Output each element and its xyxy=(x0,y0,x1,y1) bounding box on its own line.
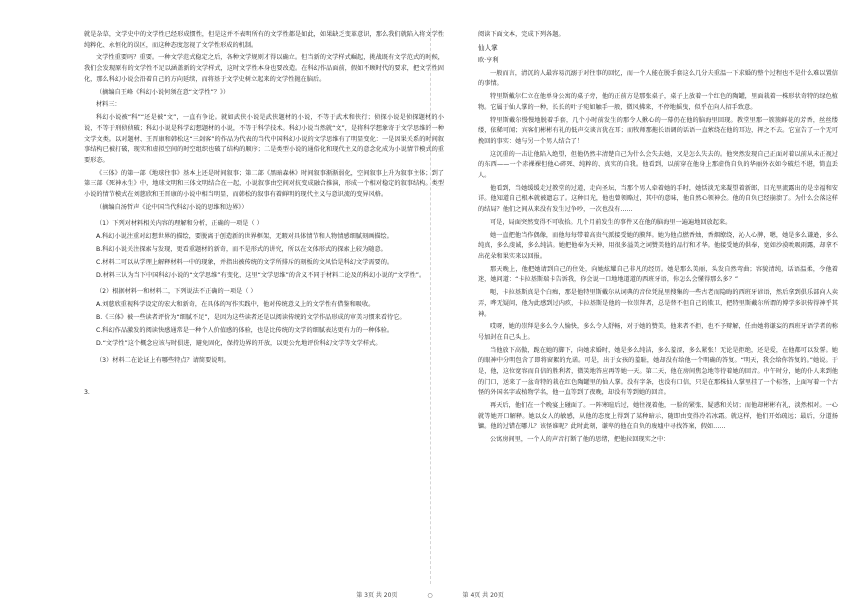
paragraph: 特里斯戴尔仁立在他单身公寓的桌子旁，他的正前方是那张桌子，桌子上放着一个红色的陶罐，里面栽着一株形状奇特的绿色植物。它属于仙人掌的一种，长长的叶子宛如触手一般，微风拂来，不停地摇曳，似乎在向人招手致意。 xyxy=(478,93,838,111)
paragraph: 他看到，当她缓缓走过教堂的过道，走向圣坛，当那个男人牵着她的手时，她恬淡无来凝望着新郎，目光里流露出的是幸福和安详。他知道自己根本就被遗忘了。这种目光，他也曾领略过，其中的意味，他自然心领神会。他的自负已经崩溃了。为什么会落这样的结局？他们之间从来没有发生过争吵，一次也没有…… xyxy=(478,184,838,213)
page-number-right: 第 4页 共 20页 xyxy=(462,592,504,599)
question-1-option-b: B.科幻小说关注探索与发现，更看重题材的新奇，而不是形式的讲究，所以在文体形式的探索上较为随意。 xyxy=(96,246,387,254)
material-heading: 材料三： xyxy=(96,101,121,109)
story-title: 仙人掌 xyxy=(478,43,498,52)
paragraph: 可是，局面突然变得不可收拾。几个月前发生的事件又在他的脑海里一遍遍地回放起来。 xyxy=(490,218,732,226)
source-note: （摘编自王峰《科幻小说何须在意“文学性”？》） xyxy=(96,88,230,96)
question-1-option-a: A.科幻小说注重对幻想世界的描绘，要脱离于创造新的世界框架，无暇对具体情节和人物情感细腻刻画描绘。 xyxy=(96,233,393,241)
paragraph: 再天后，他们在一个晚宴上碰面了。一阵寒暄后过，她往视着他，一脸的紧张、疑惑和关切；而他却彬彬有礼，淡然相对。一心就等她开口解释。她以女人的敏感，从他的态度上得到了某种暗示，随即由变得冷若冰霜。就这样，他们开始疏远；最后，分道扬镳。他的过错在哪儿？该怪谁呢？此时此刻，谦卑的他在自负的废墟中寻找答案，假如…… xyxy=(478,402,838,431)
paragraph: 文学性重要吗？重要。一种文学范式稳定之后，各种文学规则才得以确立。但当新的文学样式崛起，挑战既有文学范式的时候，我们会发现原有的文学性不足以涵盖新的文学样式，这时文学性本身也要改造。在科幻作品面前，假如不顾时代的要求，把文学性固化，那么科幻小说会沿着自己的方向延续，而将基于文学史树立起来的文学性抛在脑后。 xyxy=(84,54,444,83)
source-note: （摘编自汤哲声《论中国当代科幻小说的思维和边界》） xyxy=(96,203,248,211)
question-2-option-b: B.《三体》被一些读者评价为“细腻不足”，是因为这些读者还是以阅读传统的文学作品形成的审美习惯来看待它。 xyxy=(96,314,406,322)
story-author: 欧·亨利 xyxy=(478,56,499,64)
paragraph: 特里斯戴尔慢慢地脱着手套，几个小时前发生的那令人揪心的一幕仍在他的脑海里回现。教堂里那一簇簇鲜花的芳香，丝丝缕缕，依稀可闻；宾客们彬彬有礼的低声交谈言犹在耳；而牧师那拖长语调的话语一直萦绕在他的耳边，挥之不去。它宣告了一个无可挽回的事实：她与另一个男人结合了！ xyxy=(478,116,838,145)
paragraph: 哎呀，她的崇拜是多么令人愉快，多么令人舒畅，对于她的赞美，他来者不拒，也不予辩解，任由她将谦妄的西班牙语学者的称号加封在自己头上。 xyxy=(478,323,838,341)
paragraph: 一般而言，清沉的人最容易沉溺于对往事的回忆，而一个人能在脱手套这么几分夫重温一下求婚的整个过程也不是什么难以置信的事情。 xyxy=(478,69,838,88)
paragraph: 当他放下高傲，跪在她的脚下，向她求婚时，她是多么纯洁，多么羞涩，多么紧张！无论是拒绝，还是爱，在他都可以发誓。她的眼神中分明包含了即将窗絮的允诺。可是，出于女孩的羞耻，她却没有给他一个明确的答复。“明天，我会给你答复的。”她说。于是，他，这位宽容而自信的胜利者，微笑地答应再等她一天。第二天，他在房间焦急地等待着她的回音。中午时分，她的仆人来到他的门口，送来了一盆奇特的栽在红色陶罐里的仙人掌。没有字条，也没有口信，只是在那株仙人掌里挂了一个标签，上面写着一个古怪的外国名字或植物学名，他一直等到了夜晚，却没有等到她的回音。 xyxy=(478,346,838,397)
question-2-stem: （2）根据材料一和材料二，下列说法不正确的一项是（ ） xyxy=(96,288,257,296)
page-number-left: 第 3页 共 20页 xyxy=(356,592,398,599)
question-2-option-d: D.“文学性”这个概念应该与时俱进，避免固化，保持边界的开放，以更公允地评价科幻文学等文学样式。 xyxy=(96,340,382,347)
question-2-option-a: A.刘慈欣重视科学设定的宏大和新奇，在具体的写作实践中，他对传统意义上的文学性有借鉴和吸收。 xyxy=(96,301,375,309)
paragraph: 那天晚上，他把她请到自己的住处，向她炫耀自己非凡的经历。她是那么美丽，头发自然弯曲；容貌清纯，话语温柔，令他着迷，她问道：“卡拉基斯瑞卡告诉我，你会说一口地地道道的西班牙语，你怎么会懂得那么多？” xyxy=(478,265,838,284)
paragraph: 科幻小说被“科”“还是被“文”，一直有争论。就如武侠小说是武侠题材的小说，不等于武术和侠行；侦探小说是侦探题材的小说，不等于刑侦侦破；科幻小说是科学幻想题材的小说，不等于科学技术。科幻小说当然就“文”，是将科学想象寄于文学思维的一种文学文类。以对题材、王晋康和韩松这“三剑客”的作品为代表的当代中国科幻小说的文学思维有了明显变化：一是因果关系的时间叙事结构已被打破，现实和虚拟空间的时空组织也破了结构的顺序；二是类型小说的通俗化和现代主义的意念化成为小说情节模式的重要形态。 xyxy=(84,114,444,164)
reading-lead: 阅读下面文本，完成下列各题。 xyxy=(478,31,565,38)
column-divider xyxy=(430,28,431,584)
paragraph: 这沉重的一击让他陷入绝望，但他仍然丰清楚自己为什么会失去她，又是怎么失去的。他突然发现自己正面对着以前从未正视过的东西——一个赤裸裸但他心碎死、纯粹的、真实的自我。他看到，以前穿在他身上那虚伪自负的华丽外衣如今破烂不堪，简直丢人。 xyxy=(478,150,838,179)
center-marker: ○ xyxy=(427,592,433,599)
left-column xyxy=(84,30,444,401)
paragraph: 公寓房间里，一个人的声音打断了他的思绪，把他拉回现实之中： xyxy=(490,436,670,444)
question-3-stem: （3）材料二在论证上有哪些特点？请简要说明。 xyxy=(96,356,230,364)
question-number: 3. xyxy=(84,389,90,397)
question-1-stem: （1）下列对材料相关内容的理解和分析，正确的一项是（ ） xyxy=(96,220,263,228)
paragraph: 她一直把他当作偶像，而他每每带着高贵气派接受她的膜拜。她为他点燃香烛，香烟缭绕，沁人心脾，嗯，她是多么谦逊，多么纯真，多么虔诚，多么纯洁。她把他奉为天神，用很多溢美之词赞美他的品行和才华。他接受她的供奉，宽如沙漠吮吸雨露，却拿不出花朵和果实来以回报。 xyxy=(478,231,838,260)
page-footer xyxy=(0,590,860,599)
right-column xyxy=(478,30,838,448)
paragraph: 《三体》的第一部《地球往事》基本上还是时间叙事；第二部《黑暗森林》时间叙事渐渐弱化，空间叙事上升为叙事主体；到了第三部《死神永生》中，地球文明和三体文明结合在一起，小说叙事由空间对抗变成融合推演，形成一个相对稳定的叙事结构。类型小说的情节模式在刘慈欣和王晋康的小说中相当明显，而韩松的叙事有着鲜明的现代主义与意识流的变异风格。 xyxy=(84,169,444,198)
question-1-option-c: C.材料二可以从学理上解释材料一中的现象，并指出被传统的文学所排斥的刻板的文风恰是科幻文学需要的。 xyxy=(96,258,394,266)
paragraph: 就是杂草，文学史中的文学性已经形成惯性，但是这并不表明所有的文学性都是如此，如果缺乏变革意识，那么我们就陷入将文学性纯粹化、永恒化的误区，而这种态度忽视了文学性形成的机制。 xyxy=(84,31,444,49)
question-1-option-d: D.材料三认为当下中国科幻小说的“文学思维”有变化，这里“文学思维”的含义不同于材料二论及的科幻小说的“文学性”。 xyxy=(96,271,426,279)
paragraph: 呃，卡拉基斯真是个白痴，那是他特里斯戴尔从词典的音位凭昆里搜集的一些古老而隐晦的西班牙谚语，然后拿到俱乐部向人卖弄，哗无疑问，他为此感到过内疚，卡拉基斯是他的一位崇拜者，总是替不但自己的欺卫，把特里斯戴尔所谓的博学多识传得神乎其神。 xyxy=(478,289,838,318)
question-2-option-c: C.科幻作品激发的阅读快感通常是一种个人价值感的体验，也是比传统的文学的细腻表达更有力的一种体验。 xyxy=(96,327,394,335)
